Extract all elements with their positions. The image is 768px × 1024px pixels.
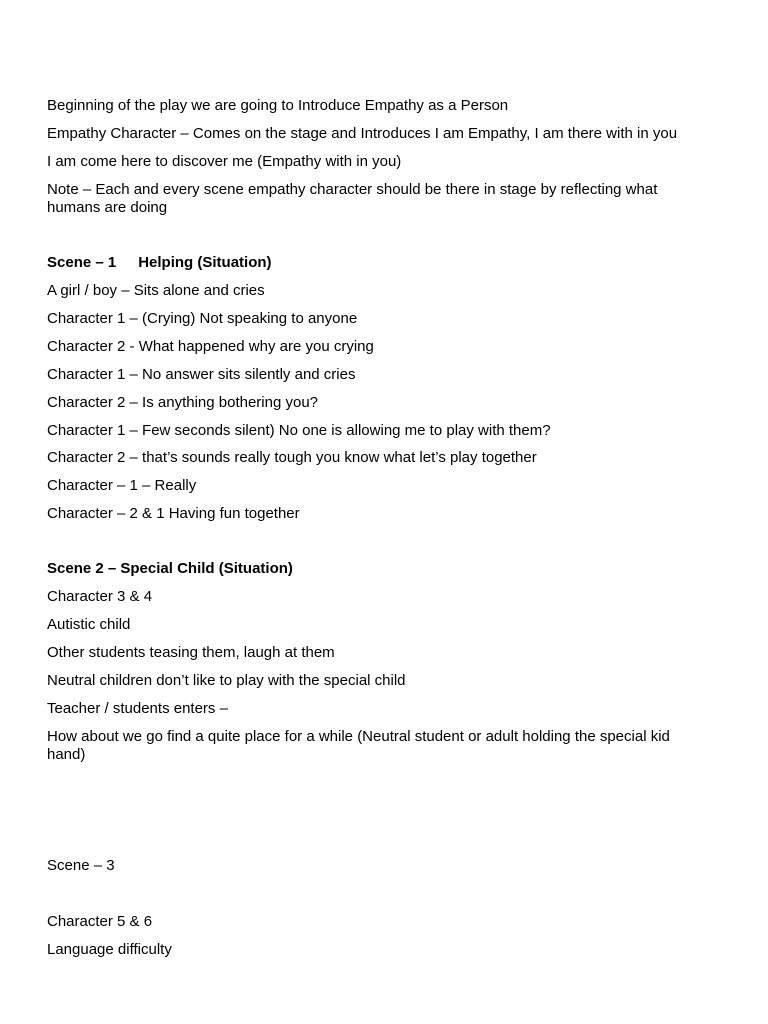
scene1-line: Character 2 - What happened why are you crying <box>47 338 374 355</box>
scene1-line: Character 2 – that’s sounds really tough you know what let’s play together <box>47 449 537 466</box>
scene1-line: Character – 2 & 1 Having fun together <box>47 505 300 522</box>
scene1-line: Character 1 – (Crying) Not speaking to anyone <box>47 310 358 327</box>
scene3-heading: Scene – 3 <box>47 857 115 874</box>
scene2-line: How about we go find a quite place for a while (Neutral student or adult holding the special kid hand) <box>47 728 670 763</box>
intro-line-3: I am come here to discover me (Empathy with in you) <box>47 153 402 170</box>
scene2-line: Teacher / students enters – <box>47 700 228 717</box>
scene1-line: Character – 1 – Really <box>47 477 197 494</box>
scene2-line: Character 3 & 4 <box>47 588 153 605</box>
scene1-line: A girl / boy – Sits alone and cries <box>47 282 265 299</box>
scene1-line: Character 1 – Few seconds silent) No one is allowing me to play with them? <box>47 422 551 439</box>
scene2-line: Other students teasing them, laugh at them <box>47 644 335 661</box>
scene2-line: Neutral children don’t like to play with the special child <box>47 672 406 689</box>
scene1-heading-number: Scene – 1 <box>47 254 117 271</box>
scene1-line: Character 1 – No answer sits silently and cries <box>47 366 356 383</box>
intro-line-1: Beginning of the play we are going to Introduce Empathy as a Person <box>47 97 509 114</box>
intro-line-2: Empathy Character – Comes on the stage and Introduces I am Empathy, I am there with in you <box>47 125 678 142</box>
intro-note: Note – Each and every scene empathy character should be there in stage by reflecting what humans are doing <box>47 181 658 216</box>
scene3-line: Language difficulty <box>47 941 172 958</box>
scene2-heading: Scene 2 – Special Child (Situation) <box>47 560 293 577</box>
scene2-line: Autistic child <box>47 616 131 633</box>
scene1-line: Character 2 – Is anything bothering you? <box>47 394 319 411</box>
scene1-heading <box>47 254 707 272</box>
scene3-line: Character 5 & 6 <box>47 913 153 930</box>
scene1-heading-title: Helping (Situation) <box>138 254 272 271</box>
